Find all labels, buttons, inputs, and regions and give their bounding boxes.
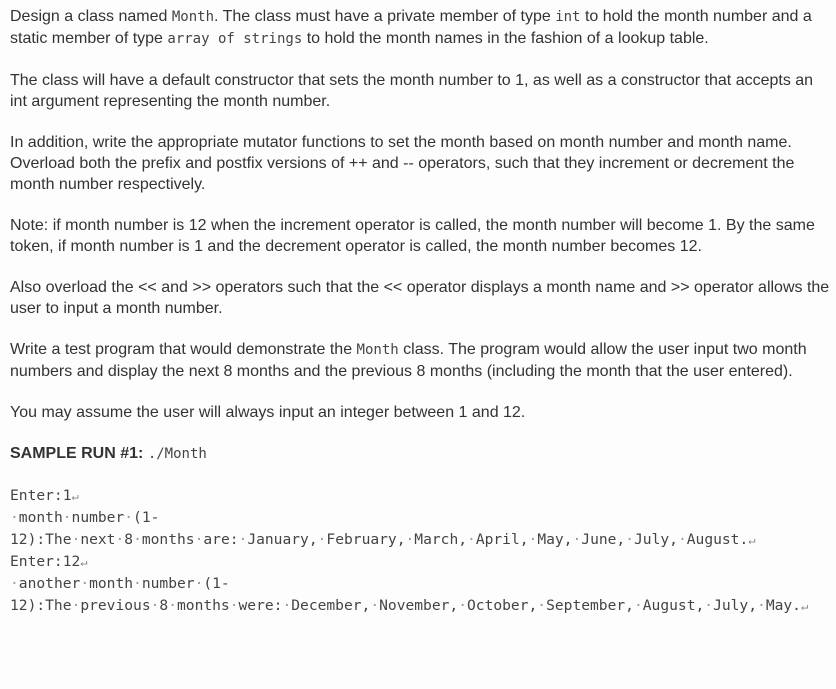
return-marker-icon: ↵ xyxy=(80,555,88,569)
instruction-paragraph xyxy=(10,215,830,257)
console-line-text: ·another·month·number·(1- xyxy=(10,575,230,592)
console-line xyxy=(10,595,836,617)
console-line xyxy=(10,529,836,551)
inline-code: Month xyxy=(356,342,399,358)
sample-run-label: SAMPLE RUN #1: xyxy=(10,445,144,462)
paragraph-text: to hold the month names in the fashion of a lookup table. xyxy=(302,30,709,47)
paragraph-text: You may assume the user will always input an integer between 1 and 12. xyxy=(10,404,526,421)
console-line-text: 12):The·previous·8·months·were:·December,·November,·October,·September,·August,·July,·May. xyxy=(10,597,801,614)
instruction-paragraph xyxy=(10,70,830,112)
inline-code: int xyxy=(555,9,581,25)
console-line xyxy=(10,551,836,573)
paragraph-text: In addition, write the appropriate mutator functions to set the month based on month number and month name. Overload both the prefix and postfix versions of ++ and -- operators, such that they increment or decrement the month number respectively. xyxy=(10,134,795,193)
return-marker-icon: ↵ xyxy=(71,489,79,503)
return-marker-icon: ↵ xyxy=(800,599,809,613)
console-line xyxy=(10,485,836,507)
paragraph-text: Note: if month number is 12 when the increment operator is called, the month number will become 1. By the same token, if month number is 1 and the decrement operator is called, the month number becomes 12. xyxy=(10,217,815,255)
paragraph-text: . The class must have a private member of type xyxy=(214,8,556,25)
console-line-text: Enter:12 xyxy=(10,553,81,570)
console-line-text: 12):The·next·8·months·are:·January,·February,·March,·April,·May,·June,·July,·August. xyxy=(10,531,749,548)
paragraph-text: The class will have a default constructor that sets the month number to 1, as well as a constructor that accepts an int argument representing the month number. xyxy=(10,72,814,110)
instruction-paragraph xyxy=(10,6,830,50)
instruction-paragraph xyxy=(10,132,830,195)
paragraph-text: Write a test program that would demonstrate the xyxy=(10,341,357,358)
paragraph-text: Also overload the << and >> operators such that the << operator displays a month name and >> operator allows the user to input a month number. xyxy=(10,279,830,317)
return-marker-icon: ↵ xyxy=(748,533,756,547)
instruction-paragraph xyxy=(10,277,830,319)
sample-run-heading xyxy=(10,443,830,465)
assignment-document xyxy=(10,6,830,617)
console-line-text: ·month·number·(1- xyxy=(10,509,160,526)
sample-run-output xyxy=(10,485,836,617)
console-line-text: Enter:1 xyxy=(10,487,72,504)
sample-run-command: ./Month xyxy=(147,446,207,462)
inline-code: array of strings xyxy=(167,31,303,47)
paragraph-text: Design a class named xyxy=(10,8,172,25)
console-line xyxy=(10,507,836,529)
paragraph-text: class. The program would allow the user input two month numbers and display the next 8 months and the previous 8 months (including the month that the user entered). xyxy=(10,341,807,380)
instruction-paragraph xyxy=(10,402,830,423)
instructions xyxy=(10,6,830,423)
inline-code: Month xyxy=(171,9,215,25)
console-line xyxy=(10,573,836,595)
instruction-paragraph xyxy=(10,339,830,382)
paragraph-text: to hold the month number and a static member of type xyxy=(10,8,812,47)
